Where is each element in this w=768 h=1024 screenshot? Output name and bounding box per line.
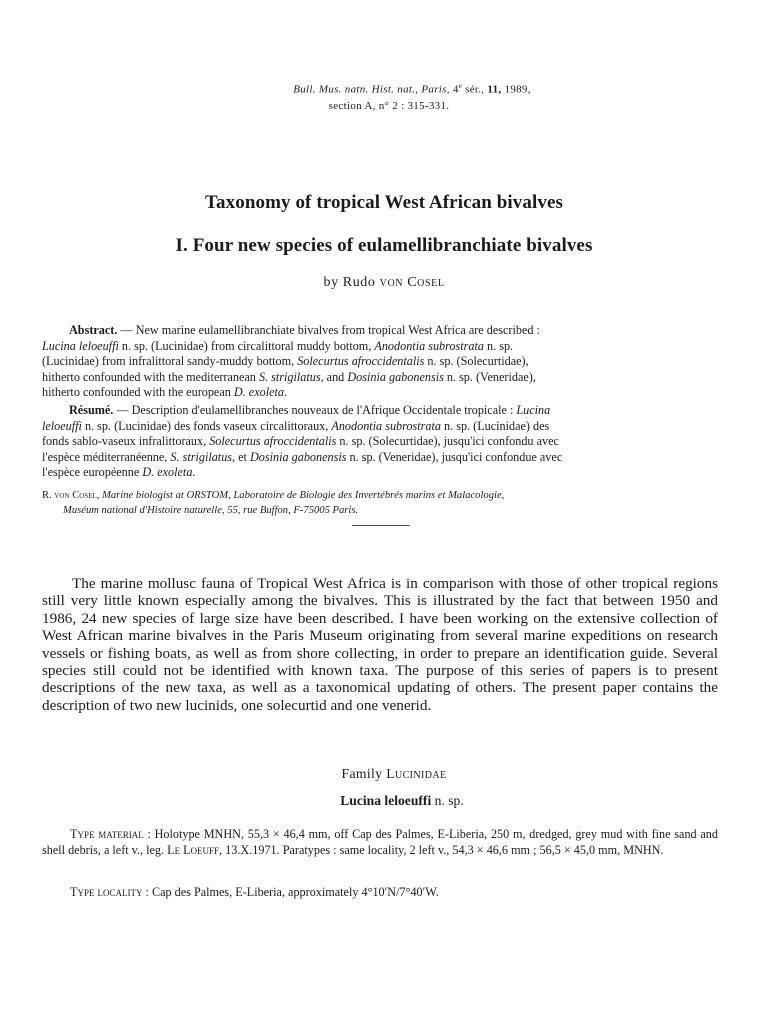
affiliation-address: Muséum national d'Histoire naturelle, 55, rue Buffon, F-75005 Paris. bbox=[63, 504, 359, 516]
section-divider bbox=[352, 525, 410, 526]
species-suffix: n. sp. bbox=[434, 793, 464, 808]
resume-text: , et bbox=[232, 449, 247, 464]
volume-number: 11, bbox=[487, 83, 502, 96]
abstract-text: hitherto confounded with the mediterranean bbox=[42, 369, 256, 384]
abstract-label: Abstract. bbox=[69, 323, 118, 337]
series-title: Taxonomy of tropical West African bivalves bbox=[204, 192, 563, 213]
resume-text: n. sp. (Veneridae), jusqu'ici confondue avec bbox=[349, 449, 563, 464]
abstract-text: (Lucinidae) from infralittoral sandy-muddy bottom, bbox=[42, 354, 295, 369]
journal-header bbox=[0, 78, 768, 114]
affiliation-line: Marine biologist at ORSTOM, Laboratoire de Biologie des Invertébrés marins et Malacologie, bbox=[102, 490, 505, 501]
taxon-name: Anodontia subrostrata bbox=[374, 338, 484, 353]
family-prefix: Family bbox=[341, 766, 383, 781]
taxon-name: D. exoleta bbox=[142, 465, 193, 480]
abstract-text: — New marine eulamellibranchiate bivalves from tropical West Africa are described : bbox=[120, 323, 540, 337]
publication-year: 1989, bbox=[504, 83, 531, 96]
taxon-name: leloeuffi bbox=[42, 418, 82, 433]
series-number: 4 bbox=[452, 83, 459, 96]
species-heading bbox=[0, 793, 768, 809]
affiliation-initial: R. bbox=[42, 490, 52, 501]
journal-name: Bull. Mus. natn. Hist. nat., Paris, bbox=[293, 83, 450, 96]
resume-text: — Description d'eulamellibranches nouveaux de l'Afrique Occidentale tropicale : bbox=[116, 403, 514, 417]
taxon-name: Lucina leloeuffi bbox=[42, 338, 119, 353]
family-heading bbox=[0, 766, 768, 782]
family-name: Lucinidae bbox=[386, 766, 447, 781]
taxon-name: D. exoleta bbox=[233, 385, 284, 400]
resume-text: fonds sablo-vaseux infralittoraux, bbox=[42, 434, 207, 449]
author-prefix: by Rudo bbox=[323, 275, 376, 290]
author-byline bbox=[0, 275, 768, 291]
type-material bbox=[42, 827, 718, 858]
abstract-text: n. sp. bbox=[487, 338, 514, 353]
type-locality bbox=[42, 885, 718, 901]
abstract-text: n. sp. (Lucinidae) from circalittoral muddy bottom, bbox=[121, 338, 372, 353]
taxon-name: Solecurtus afroccidentalis bbox=[297, 354, 425, 369]
abstract-text: , and bbox=[320, 369, 345, 384]
type-locality-label: Type locality bbox=[70, 885, 143, 899]
abstract-en: Abstract. — New marine eulamellibranchiate bivalves from tropical West Africa are described : Lucina leloeuffi n. sp. (Lucinidae) from circalittoral muddy bottom, Anodontia subrostrata n. sp. (Lucinidae) from infralittoral sandy-muddy bottom, Solecurtus afroccidentalis n. sp. (Solecurtidae), hitherto confounded with the mediterranean S. strigilatus, and Dosinia gabonensis n. sp. (Veneridae), hitherto confounded with the european D. exoleta. bbox=[42, 323, 540, 400]
type-material-text: , 13.X.1971. Paratypes : same locality, 2 left v., 54,3 × 46,6 mm ; 56,5 × 45,0 mm, MNHN. bbox=[219, 842, 664, 857]
series-suffix: sér., bbox=[465, 83, 485, 96]
type-material-text: : Holotype MNHN, 55,3 × 46,4 mm, off Cap des Palmes, E-Liberia, 250 m, dredged, grey mud with fine sand and shell debris, a left v., leg. bbox=[42, 827, 718, 857]
taxon-name: S. strigilatus bbox=[258, 369, 321, 384]
taxon-name: Dosinia gabonensis bbox=[249, 449, 347, 464]
abstract-text: n. sp. (Veneridae), bbox=[446, 369, 536, 384]
paper-title: I. Four new species of eulamellibranchiate bivalves bbox=[175, 235, 593, 256]
affiliation-author: von Cosel bbox=[54, 490, 97, 501]
introduction-text: The marine mollusc fauna of Tropical West Africa is in comparison with those of other tropical regions still very little known especially among the bivalves. This is illustrated by the fact that between 1950 and 1986, 24 new species of large size have been described. I have been working on the extensive collection of West African marine bivalves in the Paris Museum originating from several marine expeditions on research vessels or fishing boats, as well as from shore collecting, in order to prepare an identification guide. Several species still could not be identified with known taxa. The purpose of this series of papers is to present descriptions of the new taxa, as well as a taxonomical updating of others. The present paper contains the description of two new lucinids, one solecurtid and one venerid. bbox=[42, 575, 718, 714]
taxon-name: Dosinia gabonensis bbox=[347, 369, 444, 384]
resume-text: l'espèce méditerranéenne, bbox=[42, 449, 168, 464]
journal-citation bbox=[0, 78, 768, 98]
taxon-name: Solecurtus afroccidentalis bbox=[209, 434, 337, 449]
introduction-paragraph bbox=[42, 575, 718, 714]
resume-text: n. sp. (Lucinidae) des bbox=[444, 418, 550, 433]
species-name: Lucina leloeuffi bbox=[340, 793, 432, 808]
taxon-name: Anodontia subrostrata bbox=[331, 418, 441, 433]
resume-text: n. sp. (Solecurtidae), jusqu'ici confondu avec bbox=[339, 434, 559, 449]
author-affiliation: R. von Cosel, Marine biologist at ORSTOM, Laboratoire de Biologie des Invertébrés marins et Malacologie, Muséum national d'Histoire naturelle, 55, rue Buffon, F-75005 Paris. bbox=[42, 490, 505, 516]
collector-name: Le Loeuff bbox=[167, 842, 220, 857]
taxon-name: Lucina bbox=[516, 403, 551, 417]
series-superscript: e bbox=[458, 82, 463, 90]
resume-label: Résumé. bbox=[69, 403, 114, 417]
author-name: von Cosel bbox=[379, 275, 445, 290]
abstract-text: hitherto confounded with the european bbox=[42, 385, 231, 400]
type-locality-text: : Cap des Palmes, E-Liberia, approximately 4°10′N/7°40′W. bbox=[145, 885, 439, 899]
taxon-name: S. strigilatus bbox=[170, 449, 233, 464]
abstract-fr: Résumé. — Description d'eulamellibranches nouveaux de l'Afrique Occidentale tropicale : Lucina leloeuffi n. sp. (Lucinidae) des fonds vaseux circalittoraux, Anodontia subrostrata n. sp. (Lucinidae) des fonds sablo-vaseux infralittoraux, Solecurtus afroccidentalis n. sp. (Solecurtidae), jusqu'ici confondu avec l'espèce méditerranéenne, S. strigilatus, et Dosinia gabonensis n. sp. (Veneridae), jusqu'ici confondue avec l'espèce européenne D. exoleta. bbox=[42, 403, 563, 480]
resume-text: l'espèce européenne bbox=[42, 465, 140, 480]
abstract-text: n. sp. (Solecurtidae), bbox=[427, 354, 529, 369]
section-pages: section A, n° 2 : 315-331. bbox=[328, 99, 450, 112]
resume-text: n. sp. (Lucinidae) des fonds vaseux circalittoraux, bbox=[84, 418, 329, 433]
type-material-label: Type material bbox=[70, 827, 144, 841]
